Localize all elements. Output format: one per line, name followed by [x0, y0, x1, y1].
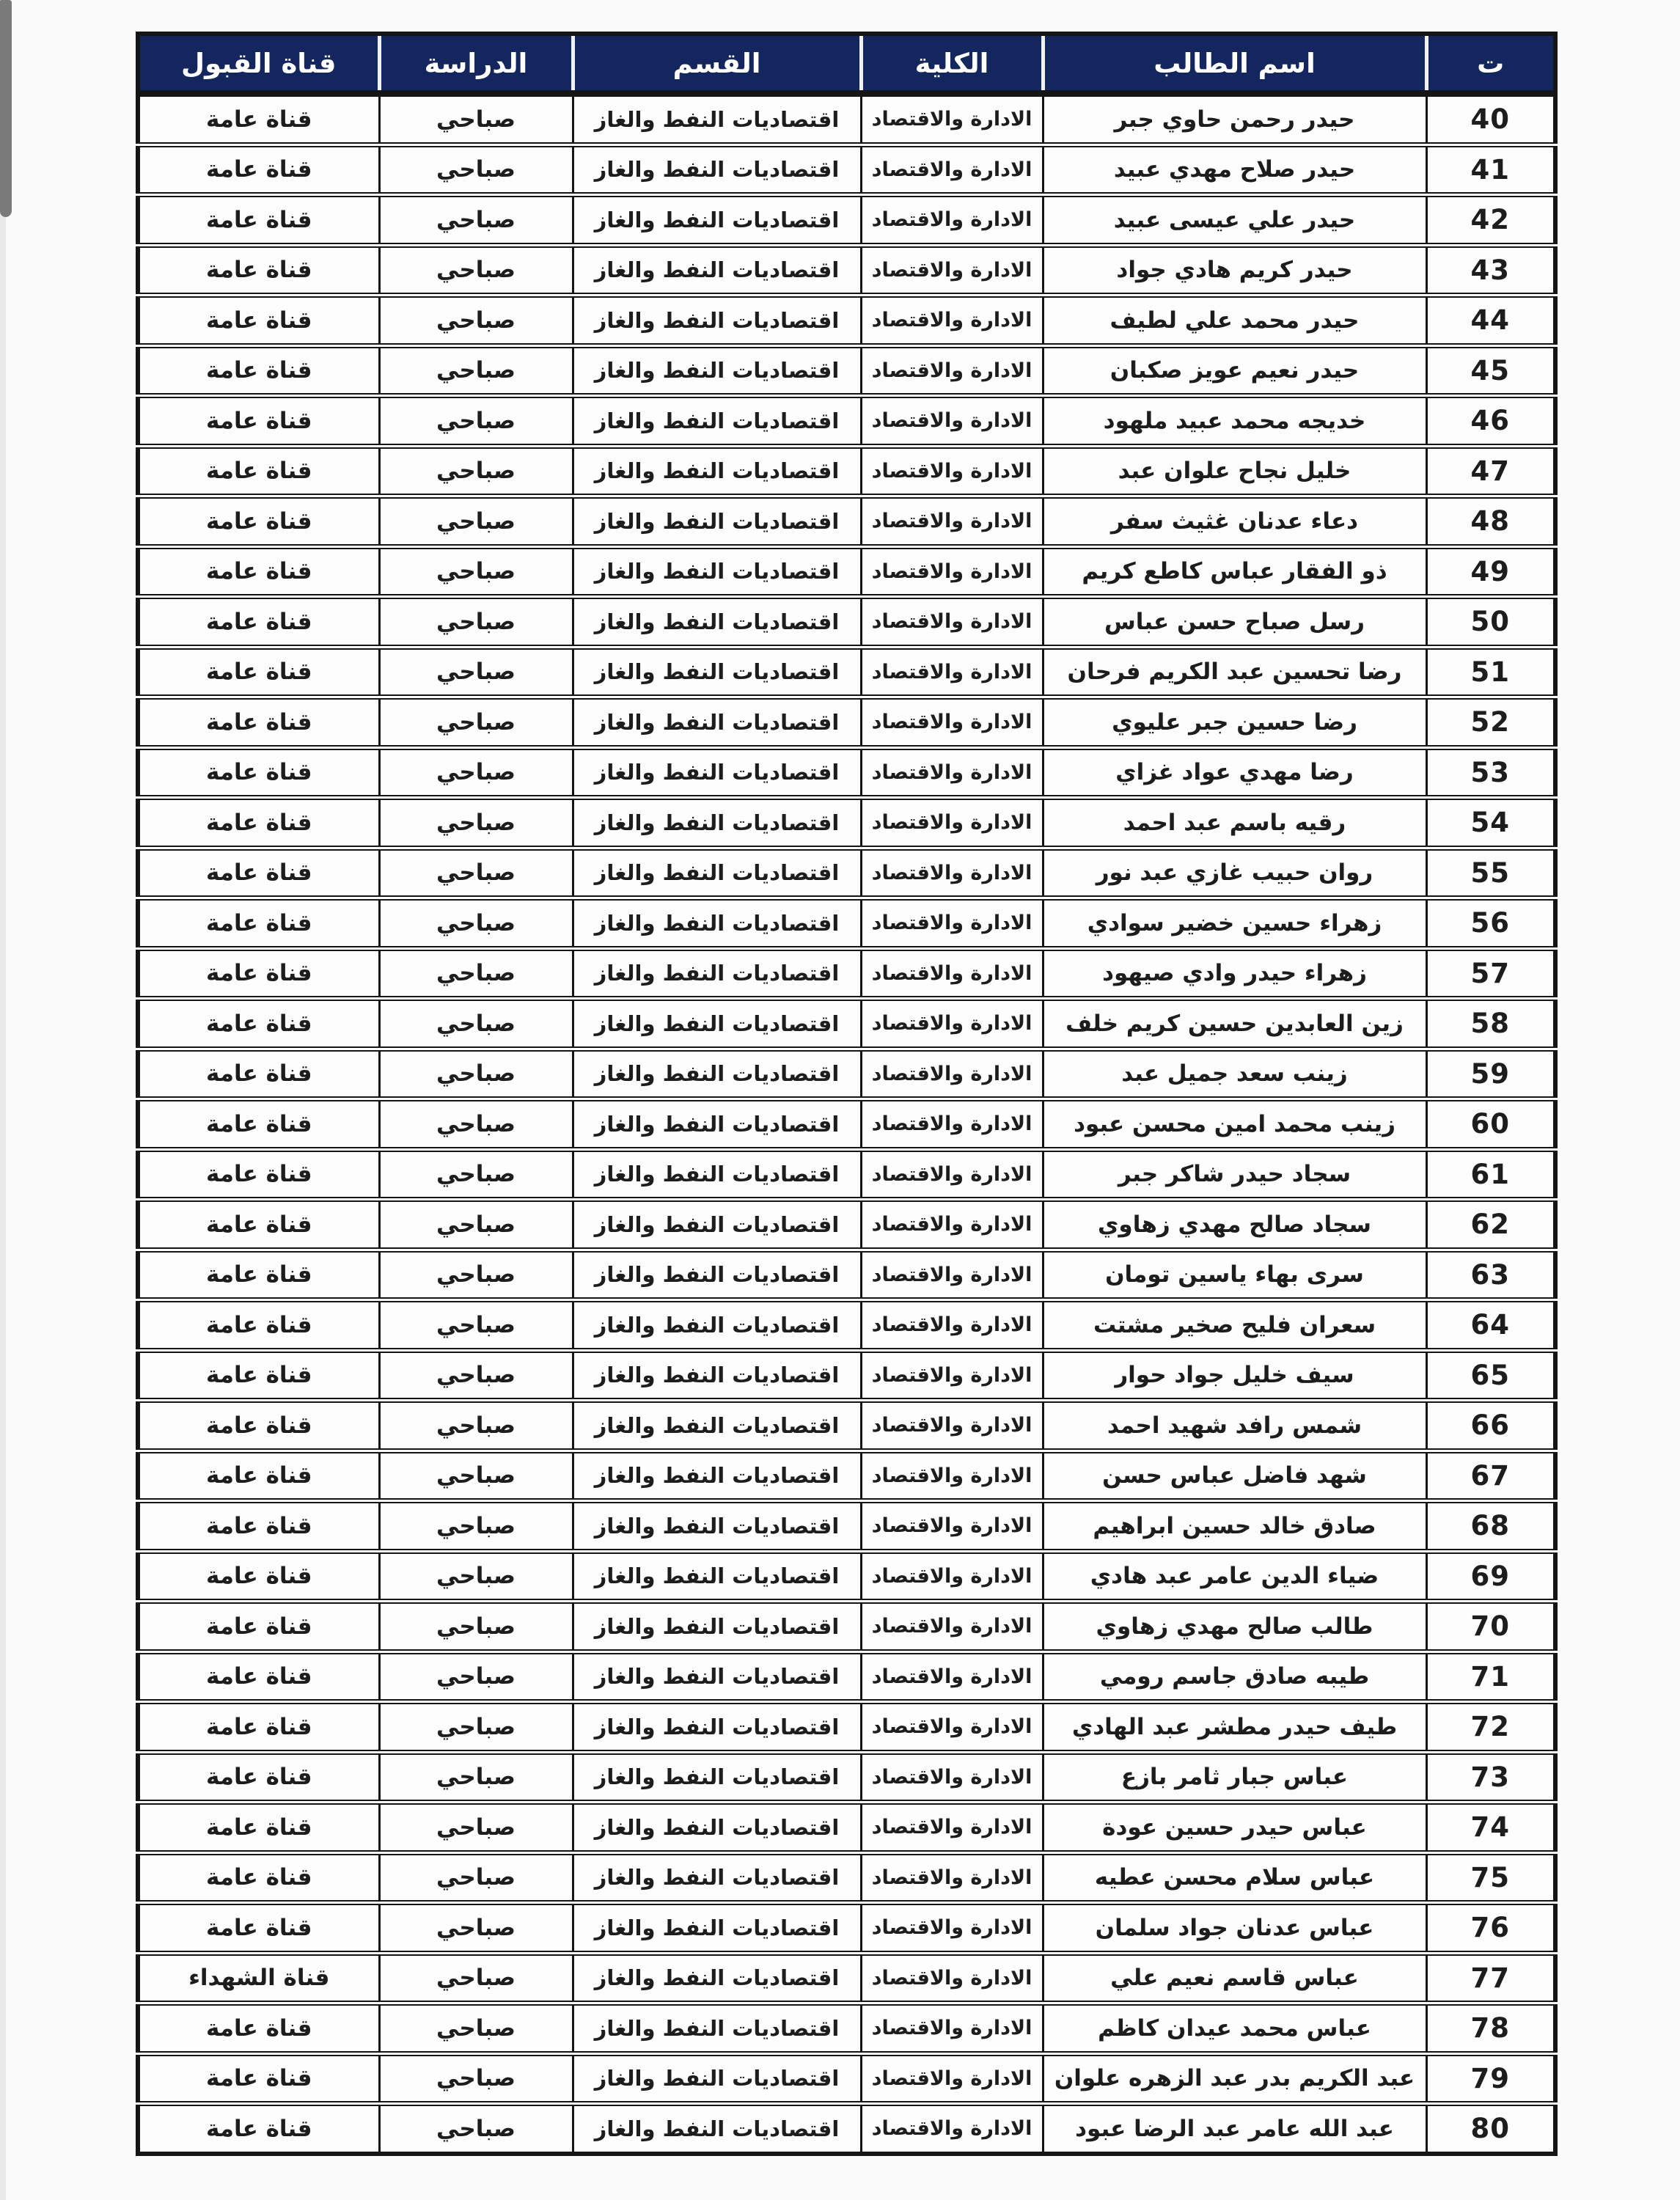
cell-college: الادارة والاقتصاد [861, 345, 1043, 396]
table-row [138, 296, 1555, 346]
cell-department: اقتصاديات النفط والغاز [573, 446, 861, 496]
cell-serial-number: 63 [1426, 1250, 1555, 1300]
cell-department: اقتصاديات النفط والغاز [573, 496, 861, 547]
table-row [138, 94, 1555, 145]
cell-college: الادارة والاقتصاد [861, 1752, 1043, 1803]
cell-admission-channel: قناة عامة [138, 1049, 379, 1099]
cell-student-name: عباس عدنان جواد سلمان [1043, 1903, 1426, 1954]
cell-serial-number: 79 [1426, 2053, 1555, 2104]
cell-serial-number: 78 [1426, 2003, 1555, 2054]
cell-study-type: صباحي [379, 1451, 573, 1501]
cell-serial-number: 71 [1426, 1651, 1555, 1702]
cell-serial-number: 48 [1426, 496, 1555, 547]
cell-study-type: صباحي [379, 1049, 573, 1099]
cell-admission-channel: قناة عامة [138, 597, 379, 648]
header-cell-no: ت [1426, 34, 1555, 94]
cell-serial-number: 77 [1426, 1953, 1555, 2003]
cell-study-type: صباحي [379, 1702, 573, 1753]
cell-study-type: صباحي [379, 1752, 573, 1803]
cell-student-name: سجاد حيدر شاكر جبر [1043, 1149, 1426, 1200]
cell-department: اقتصاديات النفط والغاز [573, 1803, 861, 1853]
cell-study-type: صباحي [379, 1953, 573, 2003]
cell-student-name: روان حبيب غازي عبد نور [1043, 848, 1426, 898]
cell-serial-number: 49 [1426, 546, 1555, 597]
cell-college: الادارة والاقتصاد [861, 94, 1043, 145]
cell-department: اقتصاديات النفط والغاز [573, 396, 861, 447]
table-row [138, 1401, 1555, 1451]
cell-admission-channel: قناة عامة [138, 1602, 379, 1652]
cell-study-type: صباحي [379, 546, 573, 597]
cell-student-name: طالب صالح مهدي زهاوي [1043, 1602, 1426, 1652]
cell-student-name: زينب محمد امين محسن عبود [1043, 1099, 1426, 1150]
cell-student-name: خديجه محمد عبيد ملهود [1043, 396, 1426, 447]
cell-student-name: حيدر محمد علي لطيف [1043, 296, 1426, 346]
cell-college: الادارة والاقتصاد [861, 1651, 1043, 1702]
cell-student-name: سيف خليل جواد حوار [1043, 1350, 1426, 1401]
cell-study-type: صباحي [379, 1099, 573, 1150]
cell-serial-number: 72 [1426, 1702, 1555, 1753]
cell-college: الادارة والاقتصاد [861, 1451, 1043, 1501]
cell-admission-channel: قناة عامة [138, 1300, 379, 1351]
cell-serial-number: 42 [1426, 195, 1555, 246]
cell-admission-channel: قناة عامة [138, 1200, 379, 1250]
cell-study-type: صباحي [379, 2104, 573, 2154]
cell-college: الادارة والاقتصاد [861, 496, 1043, 547]
table-row [138, 597, 1555, 648]
cell-department: اقتصاديات النفط والغاز [573, 1149, 861, 1200]
cell-student-name: سعران فليح صخير مشتت [1043, 1300, 1426, 1351]
cell-student-name: ضياء الدين عامر عبد هادي [1043, 1551, 1426, 1602]
cell-student-name: سجاد صالح مهدي زهاوي [1043, 1200, 1426, 1250]
cell-admission-channel: قناة عامة [138, 1551, 379, 1602]
table-row [138, 1953, 1555, 2003]
cell-admission-channel: قناة عامة [138, 1350, 379, 1401]
table-row [138, 1200, 1555, 1250]
cell-admission-channel: قناة عامة [138, 647, 379, 697]
cell-serial-number: 50 [1426, 597, 1555, 648]
table-row [138, 1099, 1555, 1150]
table-row [138, 999, 1555, 1049]
students-table [136, 32, 1558, 2156]
cell-study-type: صباحي [379, 296, 573, 346]
cell-study-type: صباحي [379, 446, 573, 496]
cell-student-name: عباس سلام محسن عطيه [1043, 1852, 1426, 1903]
cell-admission-channel: قناة عامة [138, 1852, 379, 1903]
cell-student-name: حيدر كريم هادي جواد [1043, 245, 1426, 296]
cell-student-name: زينب سعد جميل عبد [1043, 1049, 1426, 1099]
table-row [138, 245, 1555, 296]
cell-college: الادارة والاقتصاد [861, 1551, 1043, 1602]
table-row [138, 1250, 1555, 1300]
cell-serial-number: 60 [1426, 1099, 1555, 1150]
cell-study-type: صباحي [379, 1852, 573, 1903]
cell-study-type: صباحي [379, 597, 573, 648]
cell-study-type: صباحي [379, 1401, 573, 1451]
cell-department: اقتصاديات النفط والغاز [573, 1551, 861, 1602]
table-row [138, 2104, 1555, 2154]
cell-college: الادارة والاقتصاد [861, 296, 1043, 346]
cell-department: اقتصاديات النفط والغاز [573, 144, 861, 195]
table-row [138, 1501, 1555, 1552]
header-cell-college: الكلية [861, 34, 1043, 94]
table-row [138, 1551, 1555, 1602]
cell-serial-number: 45 [1426, 345, 1555, 396]
cell-student-name: رضا حسين جبر عليوي [1043, 697, 1426, 748]
cell-student-name: طيبه صادق جاسم رومي [1043, 1651, 1426, 1702]
cell-college: الادارة والاقتصاد [861, 396, 1043, 447]
table-row [138, 396, 1555, 447]
cell-student-name: حيدر نعيم عويز صكبان [1043, 345, 1426, 396]
scrollbar-thumb[interactable] [0, 0, 12, 217]
cell-department: اقتصاديات النفط والغاز [573, 1602, 861, 1652]
cell-department: اقتصاديات النفط والغاز [573, 848, 861, 898]
cell-study-type: صباحي [379, 195, 573, 246]
cell-admission-channel: قناة عامة [138, 1401, 379, 1451]
header-cell-department: القسم [573, 34, 861, 94]
cell-college: الادارة والاقتصاد [861, 2104, 1043, 2154]
cell-college: الادارة والاقتصاد [861, 446, 1043, 496]
cell-department: اقتصاديات النفط والغاز [573, 546, 861, 597]
cell-college: الادارة والاقتصاد [861, 597, 1043, 648]
cell-study-type: صباحي [379, 1300, 573, 1351]
cell-department: اقتصاديات النفط والغاز [573, 1903, 861, 1954]
cell-serial-number: 52 [1426, 697, 1555, 748]
cell-admission-channel: قناة الشهداء [138, 1953, 379, 2003]
cell-admission-channel: قناة عامة [138, 396, 379, 447]
cell-department: اقتصاديات النفط والغاز [573, 747, 861, 798]
cell-college: الادارة والاقتصاد [861, 1903, 1043, 1954]
cell-admission-channel: قناة عامة [138, 798, 379, 848]
cell-admission-channel: قناة عامة [138, 94, 379, 145]
cell-college: الادارة والاقتصاد [861, 1049, 1043, 1099]
scrollbar-track [0, 0, 6, 2200]
table-row [138, 1451, 1555, 1501]
cell-department: اقتصاديات النفط والغاز [573, 2003, 861, 2054]
cell-department: اقتصاديات النفط والغاز [573, 999, 861, 1049]
cell-study-type: صباحي [379, 1250, 573, 1300]
table-row [138, 647, 1555, 697]
cell-department: اقتصاديات النفط والغاز [573, 898, 861, 949]
cell-college: الادارة والاقتصاد [861, 1350, 1043, 1401]
cell-college: الادارة والاقتصاد [861, 2053, 1043, 2104]
cell-study-type: صباحي [379, 798, 573, 848]
cell-study-type: صباحي [379, 1200, 573, 1250]
header-cell-student-name: اسم الطالب [1043, 34, 1426, 94]
cell-college: الادارة والاقتصاد [861, 546, 1043, 597]
cell-department: اقتصاديات النفط والغاز [573, 94, 861, 145]
cell-student-name: عباس محمد عيدان كاظم [1043, 2003, 1426, 2054]
cell-serial-number: 69 [1426, 1551, 1555, 1602]
table-row [138, 848, 1555, 898]
cell-study-type: صباحي [379, 1903, 573, 1954]
cell-student-name: صادق خالد حسين ابراهيم [1043, 1501, 1426, 1552]
cell-study-type: صباحي [379, 1803, 573, 1853]
cell-admission-channel: قناة عامة [138, 848, 379, 898]
cell-student-name: رضا مهدي عواد غزاي [1043, 747, 1426, 798]
cell-department: اقتصاديات النفط والغاز [573, 1200, 861, 1250]
cell-college: الادارة والاقتصاد [861, 1501, 1043, 1552]
cell-department: اقتصاديات النفط والغاز [573, 1651, 861, 1702]
cell-student-name: دعاء عدنان غثيث سفر [1043, 496, 1426, 547]
table-row [138, 1702, 1555, 1753]
cell-admission-channel: قناة عامة [138, 1149, 379, 1200]
cell-serial-number: 44 [1426, 296, 1555, 346]
table-row [138, 1852, 1555, 1903]
cell-study-type: صباحي [379, 848, 573, 898]
cell-student-name: عباس جبار ثامر بازع [1043, 1752, 1426, 1803]
cell-admission-channel: قناة عامة [138, 1752, 379, 1803]
cell-department: اقتصاديات النفط والغاز [573, 345, 861, 396]
cell-study-type: صباحي [379, 245, 573, 296]
cell-study-type: صباحي [379, 1602, 573, 1652]
cell-college: الادارة والاقتصاد [861, 1602, 1043, 1652]
table-header-row [138, 34, 1555, 94]
cell-admission-channel: قناة عامة [138, 296, 379, 346]
cell-department: اقتصاديات النفط والغاز [573, 1451, 861, 1501]
cell-admission-channel: قناة عامة [138, 747, 379, 798]
cell-admission-channel: قناة عامة [138, 2104, 379, 2154]
cell-study-type: صباحي [379, 396, 573, 447]
cell-student-name: شهد فاضل عباس حسن [1043, 1451, 1426, 1501]
cell-student-name: عبد الله عامر عبد الرضا عبود [1043, 2104, 1426, 2154]
cell-study-type: صباحي [379, 1501, 573, 1552]
cell-admission-channel: قناة عامة [138, 999, 379, 1049]
cell-department: اقتصاديات النفط والغاز [573, 1702, 861, 1753]
cell-college: الادارة والاقتصاد [861, 948, 1043, 999]
cell-department: اقتصاديات النفط والغاز [573, 597, 861, 648]
table-row [138, 1300, 1555, 1351]
cell-study-type: صباحي [379, 999, 573, 1049]
cell-serial-number: 51 [1426, 647, 1555, 697]
cell-admission-channel: قناة عامة [138, 1250, 379, 1300]
cell-college: الادارة والاقتصاد [861, 144, 1043, 195]
cell-admission-channel: قناة عامة [138, 1651, 379, 1702]
cell-college: الادارة والاقتصاد [861, 999, 1043, 1049]
cell-student-name: شمس رافد شهيد احمد [1043, 1401, 1426, 1451]
cell-serial-number: 67 [1426, 1451, 1555, 1501]
table-row [138, 144, 1555, 195]
table-row [138, 345, 1555, 396]
cell-serial-number: 61 [1426, 1149, 1555, 1200]
table-row [138, 1049, 1555, 1099]
cell-student-name: زين العابدين حسين كريم خلف [1043, 999, 1426, 1049]
cell-college: الادارة والاقتصاد [861, 1300, 1043, 1351]
cell-serial-number: 75 [1426, 1852, 1555, 1903]
cell-college: الادارة والاقتصاد [861, 195, 1043, 246]
cell-study-type: صباحي [379, 1350, 573, 1401]
cell-department: اقتصاديات النفط والغاز [573, 195, 861, 246]
cell-college: الادارة والاقتصاد [861, 848, 1043, 898]
cell-department: اقتصاديات النفط والغاز [573, 1401, 861, 1451]
cell-study-type: صباحي [379, 697, 573, 748]
cell-admission-channel: قناة عامة [138, 2053, 379, 2104]
cell-study-type: صباحي [379, 496, 573, 547]
cell-department: اقتصاديات النفط والغاز [573, 647, 861, 697]
cell-serial-number: 74 [1426, 1803, 1555, 1853]
cell-study-type: صباحي [379, 1651, 573, 1702]
cell-admission-channel: قناة عامة [138, 898, 379, 949]
table-row [138, 2053, 1555, 2104]
cell-department: اقتصاديات النفط والغاز [573, 697, 861, 748]
cell-college: الادارة والاقتصاد [861, 245, 1043, 296]
cell-admission-channel: قناة عامة [138, 1451, 379, 1501]
cell-college: الادارة والاقتصاد [861, 2003, 1043, 2054]
cell-serial-number: 62 [1426, 1200, 1555, 1250]
cell-study-type: صباحي [379, 1149, 573, 1200]
cell-admission-channel: قناة عامة [138, 1099, 379, 1150]
cell-admission-channel: قناة عامة [138, 496, 379, 547]
cell-serial-number: 54 [1426, 798, 1555, 848]
cell-student-name: عباس قاسم نعيم علي [1043, 1953, 1426, 2003]
table-row [138, 195, 1555, 246]
cell-study-type: صباحي [379, 94, 573, 145]
cell-department: اقتصاديات النفط والغاز [573, 1099, 861, 1150]
cell-serial-number: 53 [1426, 747, 1555, 798]
cell-student-name: رضا تحسين عبد الكريم فرحان [1043, 647, 1426, 697]
cell-department: اقتصاديات النفط والغاز [573, 1350, 861, 1401]
cell-student-name: خليل نجاح علوان عبد [1043, 446, 1426, 496]
table-row [138, 2003, 1555, 2054]
table-row [138, 798, 1555, 848]
table-row [138, 1903, 1555, 1954]
cell-serial-number: 76 [1426, 1903, 1555, 1954]
cell-admission-channel: قناة عامة [138, 697, 379, 748]
cell-college: الادارة والاقتصاد [861, 1149, 1043, 1200]
table-row [138, 546, 1555, 597]
cell-serial-number: 58 [1426, 999, 1555, 1049]
cell-serial-number: 46 [1426, 396, 1555, 447]
cell-student-name: زهراء حيدر وادي صيهود [1043, 948, 1426, 999]
cell-admission-channel: قناة عامة [138, 1903, 379, 1954]
cell-college: الادارة والاقتصاد [861, 1099, 1043, 1150]
cell-department: اقتصاديات النفط والغاز [573, 1852, 861, 1903]
cell-study-type: صباحي [379, 2053, 573, 2104]
cell-college: الادارة والاقتصاد [861, 647, 1043, 697]
cell-serial-number: 65 [1426, 1350, 1555, 1401]
header-cell-admission-channel: قناة القبول [138, 34, 379, 94]
cell-serial-number: 40 [1426, 94, 1555, 145]
cell-admission-channel: قناة عامة [138, 195, 379, 246]
table-row [138, 1350, 1555, 1401]
table-row [138, 446, 1555, 496]
cell-student-name: حيدر صلاح مهدي عبيد [1043, 144, 1426, 195]
cell-study-type: صباحي [379, 948, 573, 999]
cell-study-type: صباحي [379, 144, 573, 195]
cell-department: اقتصاديات النفط والغاز [573, 2053, 861, 2104]
cell-college: الادارة والاقتصاد [861, 1702, 1043, 1753]
cell-admission-channel: قناة عامة [138, 2003, 379, 2054]
cell-department: اقتصاديات النفط والغاز [573, 296, 861, 346]
cell-study-type: صباحي [379, 647, 573, 697]
cell-admission-channel: قناة عامة [138, 1501, 379, 1552]
cell-college: الادارة والاقتصاد [861, 898, 1043, 949]
table-row [138, 948, 1555, 999]
cell-serial-number: 66 [1426, 1401, 1555, 1451]
cell-serial-number: 56 [1426, 898, 1555, 949]
table-row [138, 697, 1555, 748]
table-row [138, 898, 1555, 949]
cell-admission-channel: قناة عامة [138, 345, 379, 396]
cell-college: الادارة والاقتصاد [861, 697, 1043, 748]
cell-college: الادارة والاقتصاد [861, 1401, 1043, 1451]
cell-department: اقتصاديات النفط والغاز [573, 798, 861, 848]
cell-student-name: عباس حيدر حسين عودة [1043, 1803, 1426, 1853]
table-row [138, 1651, 1555, 1702]
cell-admission-channel: قناة عامة [138, 446, 379, 496]
cell-college: الادارة والاقتصاد [861, 1953, 1043, 2003]
cell-admission-channel: قناة عامة [138, 245, 379, 296]
cell-department: اقتصاديات النفط والغاز [573, 1953, 861, 2003]
cell-serial-number: 68 [1426, 1501, 1555, 1552]
cell-study-type: صباحي [379, 898, 573, 949]
cell-college: الادارة والاقتصاد [861, 1250, 1043, 1300]
cell-admission-channel: قناة عامة [138, 546, 379, 597]
cell-serial-number: 41 [1426, 144, 1555, 195]
cell-serial-number: 59 [1426, 1049, 1555, 1099]
cell-department: اقتصاديات النفط والغاز [573, 1250, 861, 1300]
cell-admission-channel: قناة عامة [138, 1803, 379, 1853]
cell-student-name: طيف حيدر مطشر عبد الهادي [1043, 1702, 1426, 1753]
cell-department: اقتصاديات النفط والغاز [573, 948, 861, 999]
cell-department: اقتصاديات النفط والغاز [573, 1300, 861, 1351]
cell-study-type: صباحي [379, 747, 573, 798]
cell-student-name: زهراء حسين خضير سوادي [1043, 898, 1426, 949]
cell-department: اقتصاديات النفط والغاز [573, 1752, 861, 1803]
cell-department: اقتصاديات النفط والغاز [573, 245, 861, 296]
cell-college: الادارة والاقتصاد [861, 1200, 1043, 1250]
table-row [138, 747, 1555, 798]
cell-admission-channel: قناة عامة [138, 1702, 379, 1753]
cell-student-name: سرى بهاء ياسين تومان [1043, 1250, 1426, 1300]
cell-college: الادارة والاقتصاد [861, 1803, 1043, 1853]
table-row [138, 496, 1555, 547]
cell-college: الادارة والاقتصاد [861, 1852, 1043, 1903]
cell-serial-number: 64 [1426, 1300, 1555, 1351]
cell-study-type: صباحي [379, 2003, 573, 2054]
table-row [138, 1602, 1555, 1652]
cell-student-name: حيدر رحمن حاوي جبر [1043, 94, 1426, 145]
cell-serial-number: 80 [1426, 2104, 1555, 2154]
cell-study-type: صباحي [379, 1551, 573, 1602]
cell-serial-number: 55 [1426, 848, 1555, 898]
cell-college: الادارة والاقتصاد [861, 798, 1043, 848]
table-row [138, 1803, 1555, 1853]
cell-student-name: عبد الكريم بدر عبد الزهره علوان [1043, 2053, 1426, 2104]
table-row [138, 1752, 1555, 1803]
cell-student-name: ذو الفقار عباس كاطع كريم [1043, 546, 1426, 597]
cell-college: الادارة والاقتصاد [861, 747, 1043, 798]
cell-serial-number: 70 [1426, 1602, 1555, 1652]
cell-serial-number: 47 [1426, 446, 1555, 496]
cell-serial-number: 57 [1426, 948, 1555, 999]
cell-department: اقتصاديات النفط والغاز [573, 1049, 861, 1099]
header-cell-study: الدراسة [379, 34, 573, 94]
cell-student-name: رقيه باسم عبد احمد [1043, 798, 1426, 848]
cell-serial-number: 43 [1426, 245, 1555, 296]
cell-department: اقتصاديات النفط والغاز [573, 2104, 861, 2154]
cell-student-name: حيدر علي عيسى عبيد [1043, 195, 1426, 246]
table-row [138, 1149, 1555, 1200]
cell-department: اقتصاديات النفط والغاز [573, 1501, 861, 1552]
cell-student-name: رسل صباح حسن عباس [1043, 597, 1426, 648]
cell-admission-channel: قناة عامة [138, 144, 379, 195]
cell-serial-number: 73 [1426, 1752, 1555, 1803]
cell-admission-channel: قناة عامة [138, 948, 379, 999]
cell-study-type: صباحي [379, 345, 573, 396]
